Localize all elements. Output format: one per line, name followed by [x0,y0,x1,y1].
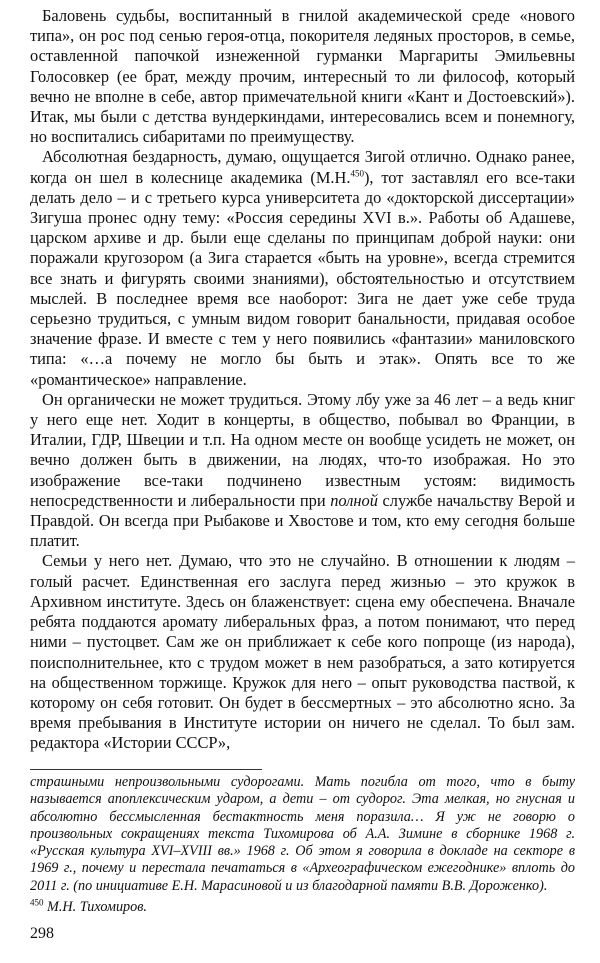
paragraph-1-text: Баловень судьбы, воспитанный в гнилой академической среде «нового типа», он рос под сенью героя-отца, покорителя ледяных просторов, в семье, оставленной папочкой изнеженной гурманки Маргариты Эмильевны Голосовкер (ее брат, между прочим, интересный то ли философ, который вечно не вполне в себе, автор примечательной книги «Кант и Достоевский»). Итак, мы были с детства вундеркиндами, интересовались всем и понемногу, но воспитались сибаритами по преимуществу. [30,6,575,147]
paragraph-3-text-b: службе начальству Верой и Правдой. Он всегда при Рыбакове и Хвостове и том, кто ему сегодня больше платит. [30,490,575,551]
paragraph-2-text-b: ), тот заставлял его все-таки делать дело – и с третьего курса университета до «докторской диссертации» Зигуша пронес одну тему: «Россия середины XVI в.». Работы об Адашеве, царском архиве и др. были еще сделаны по принципам доброй науки: они поражали кругозором (а Зига старается «быть на уровне», всегда стремится все знать и фигурять своими знаниями), обстоятельностью и отсутствием мыслей. В последнее время все наоборот: Зига не дает уже себе труда серьезно трудиться, с умным видом говорит банальности, придавая особое значение фразе. И вместе с тем у него появились «фантазии» маниловского типа: «…а почему не могло бы быть и этак». Опять все то же «романтическое» направление. [30,167,575,389]
paragraph-3-text-a: Он органически не может трудиться. Этому лбу уже за 46 лет – а ведь книг у него еще нет. Ходит в концерты, в общество, побывал во Франции, в Италии, ГДР, Швеции и т.п. На одном месте он вообще усидеть не может, он вечно должен быть в движении, на людях, что-то изображая. Но это изображение все-таки подчинено известным устоям: видимость непосредственности и либеральности при [30,389,575,510]
paragraph-4 [30,551,575,753]
footnote-ref-450[interactable]: 450 [350,168,364,179]
paragraph-2-text-a: Абсолютная бездарность, думаю, ощущается Зигой отлично. Однако ранее, когда он шел в колеснице академика (М.Н. [30,147,575,187]
footnote-450 [30,899,575,916]
paragraph-4-text: Семьи у него нет. Думаю, что это не случайно. В отношении к людям – голый расчет. Единственная его заслуга перед жизнью – это кружок в Архивном институте. Здесь он блаженствует: сцена ему обеспечена. Вначале ребята поддаются аромату либеральных фраз, а потом понимают, что перед ними – пустоцвет. Сам же он приближает к себе кого попроще (из народа), поисполнительнее, кто с трудом может в нем разобраться, а зато котируется на общественном торжище. Кружок для него – опыт руководства паствой, к которому он себя готовит. Он будет в бессмертных – это абсолютно ясно. За время пребывания в Институте истории он ничего не сделал. То был зам. редактора «Истории СССР», [30,551,575,753]
footnote-450-text: М.Н. Тихомиров. [43,899,147,916]
footnotes [30,774,575,916]
footnote-divider [30,769,262,770]
main-text [30,6,575,754]
paragraph-2 [30,147,575,389]
footnote-number: 450 [30,897,44,908]
paragraph-3 [30,390,575,552]
footnote-continuation: страшными непроизвольными судорогами. Мать погибла от того, что в быту называется апоплексическим ударом, а дети – от судорог. Эта мелкая, но гнусная и абсолютно бессмысленная бестактность меня поразила… Я уж не говорю о произвольных сокращениях текста Тихомирова об А.А. Зимине в сборнике 1968 г. «Русская культура XVI–XVIII вв.» 1968 г. Об этом я говорила в докладе на секторе в 1969 г., почему и перестала печататься в «Археографическом ежегоднике» вплоть до 2011 г. (по инициативе Е.Н. Марасиновой и из благодарной памяти В.В. Дороженко). [30,774,575,894]
page-number: 298 [30,925,54,942]
paragraph-3-italic: полной [330,490,378,510]
paragraph-1 [30,6,575,147]
